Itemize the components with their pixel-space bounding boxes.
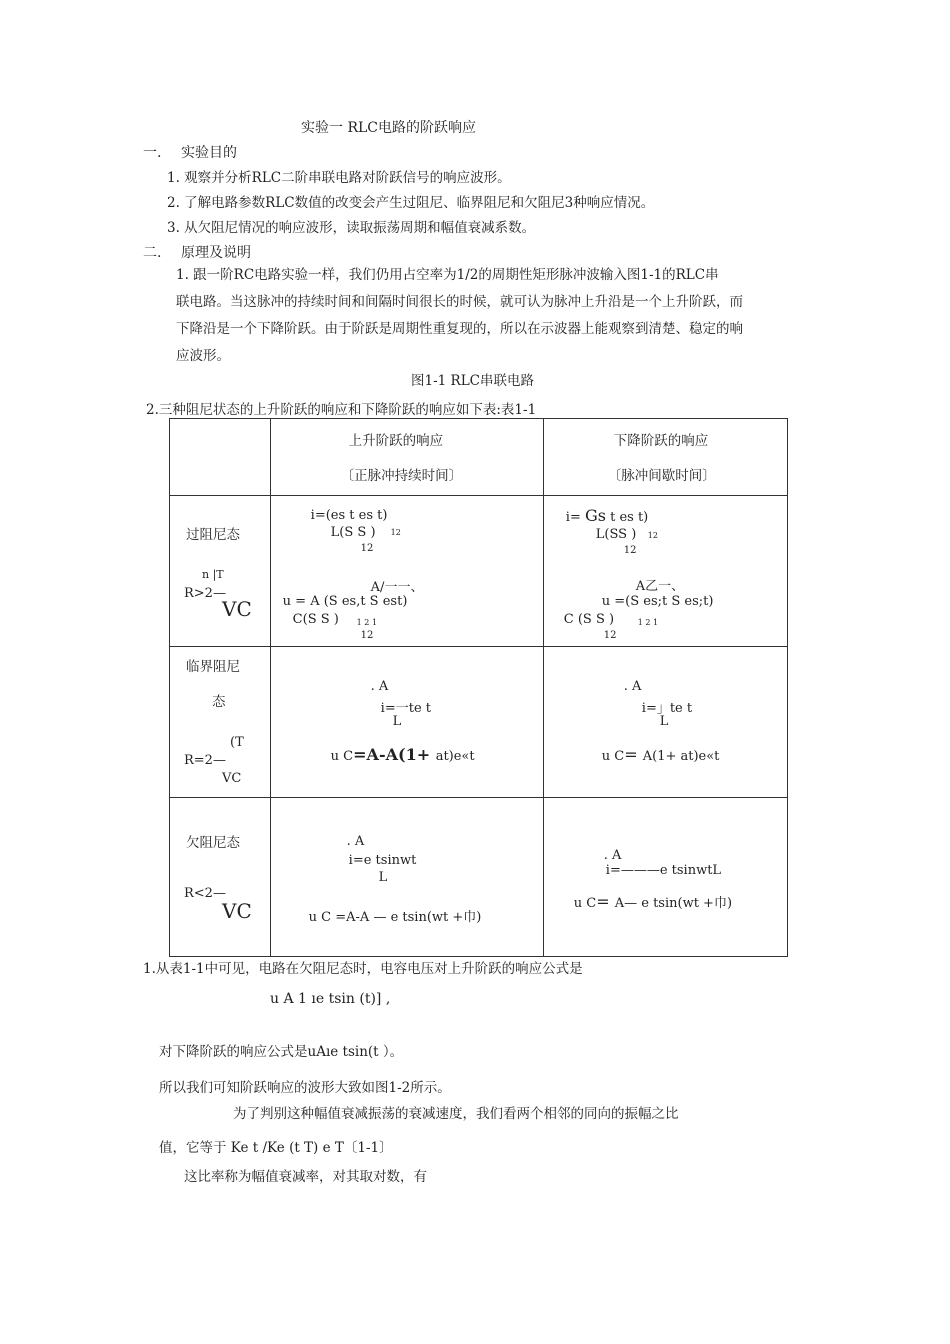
- formula-part: Gs: [584, 506, 606, 525]
- critical-condition-top: (T: [230, 735, 244, 750]
- critical-label: 临界阻尼: [186, 659, 240, 675]
- critical-condition-sqrt: VC: [222, 771, 242, 786]
- principle-paragraph: [176, 262, 816, 370]
- formula-subscript: 12: [647, 531, 658, 540]
- figure-caption: 图1-1 RLC串联电路: [411, 373, 534, 389]
- formula-current: i=———e tsinwtL: [605, 863, 722, 878]
- header-empty-cell: [170, 419, 271, 496]
- analysis-line: 这比率称为幅值衰减率，对其取对数，有: [184, 1169, 427, 1185]
- overdamped-condition-top: n |T: [202, 568, 224, 581]
- formula-part: A(1+ at)e«t: [642, 749, 720, 764]
- formula-part: i=: [565, 510, 585, 525]
- formula-line: u A 1 ıe tsin (t)] ,: [270, 991, 391, 1007]
- formula-voltage: u C =A-A — e tsin(wt +巾): [308, 910, 482, 925]
- overdamped-condition: R>2—: [184, 586, 226, 601]
- formula-current: i=」te t: [641, 701, 693, 716]
- response-table: [169, 418, 788, 957]
- formula-numerator: A乙一、: [635, 579, 685, 594]
- section1-heading: 实验目的: [181, 145, 237, 161]
- formula-current: i=e tsinwt: [348, 853, 417, 868]
- formula-numerator: . A: [623, 679, 642, 694]
- overdamped-label-cell: [170, 496, 271, 647]
- formula-subscript: 12: [360, 543, 374, 554]
- formula-part: u C: [601, 749, 625, 764]
- formula-numerator: A/一一、: [370, 580, 424, 595]
- critical-label-cont: 态: [212, 694, 226, 710]
- analysis-line: 1.从表1-1中可见，电路在欠阻尼态时，电容电压对上升阶跃的响应公式是: [143, 961, 583, 977]
- formula-numerator: . A: [603, 848, 622, 863]
- formula-voltage: u =(S es;t S es;t): [601, 594, 714, 609]
- formula-part: at)e«t: [435, 749, 475, 764]
- section2-number: 二.: [143, 245, 162, 261]
- header-rising-cell: [270, 419, 543, 496]
- critical-label-cell: [170, 647, 271, 798]
- paragraph-line: 联电路。当这脉冲的持续时间和间隔时间很长的时候，就可认为脉冲上升沿是一个上升阶跃，而: [176, 294, 743, 310]
- formula-subscript: 12: [390, 528, 401, 537]
- formula-denominator: L: [378, 870, 388, 885]
- critical-falling-cell: [543, 647, 787, 798]
- overdamped-falling-cell: [543, 496, 787, 647]
- overdamped-label: 过阻尼态: [186, 527, 240, 543]
- formula-part: =: [624, 745, 643, 764]
- formula-numerator: . A: [370, 679, 389, 694]
- formula-part: =: [596, 892, 615, 911]
- analysis-line: 为了判别这种幅值衰减振荡的衰减速度，我们看两个相邻的同向的振幅之比: [233, 1106, 679, 1122]
- overdamped-rising-cell: [270, 496, 543, 647]
- underdamped-falling-cell: [543, 798, 787, 957]
- goal-item: 1. 观察并分析RLC二阶串联电路对阶跃信号的响应波形。: [167, 170, 511, 186]
- critical-rising-cell: [270, 647, 543, 798]
- formula-subscript: 12: [360, 630, 374, 641]
- analysis-line: 所以我们可知阶跃响应的波形大致如图1-2所示。: [159, 1080, 451, 1096]
- paragraph-line: 1. 跟一阶RC电路实验一样，我们仍用占空率为1/2的周期性矩形脉冲波输入图1-1的RLC串: [176, 267, 719, 283]
- formula-part: t es t): [605, 510, 649, 525]
- section1-number: 一.: [143, 145, 162, 161]
- underdamped-label-cell: [170, 798, 271, 957]
- rising-header: 上升阶跃的响应: [348, 433, 444, 449]
- section2-heading: 原理及说明: [181, 245, 251, 261]
- formula-current: i=一te t: [380, 701, 431, 716]
- formula-part: A— e tsin(wt +巾): [614, 896, 733, 911]
- paragraph-line: 下降沿是一个下降阶跃。由于阶跃是周期性重复现的，所以在示波器上能观察到清楚、稳定的响: [176, 321, 743, 337]
- formula-part: u C: [573, 896, 597, 911]
- formula-voltage: [602, 745, 720, 764]
- page-title: 实验一 RLC电路的阶跃响应: [301, 120, 476, 136]
- overdamped-condition-sqrt: VC: [222, 597, 252, 621]
- analysis-line: 值，它等于 Ke t /Ke (t T) e T〔1-1〕: [159, 1140, 393, 1156]
- formula-current: i=(es t es t): [310, 508, 388, 523]
- formula-denominator: L(SS ): [595, 527, 637, 542]
- paragraph-line: 应波形。: [176, 348, 230, 364]
- formula-part: u C: [330, 749, 354, 764]
- formula-denominator: L: [659, 714, 669, 729]
- underdamped-label: 欠阻尼态: [186, 835, 240, 851]
- formula-voltage: u = A (S es,t S est): [282, 594, 408, 609]
- goal-item: 3. 从欠阻尼情况的响应波形，读取振荡周期和幅值衰减系数。: [167, 220, 536, 236]
- formula-subscript: 12: [623, 545, 637, 556]
- table-intro: 2.三种阻尼状态的上升阶跃的响应和下降阶跃的响应如下表:表1-1: [146, 402, 537, 418]
- falling-header: 下降阶跃的响应: [613, 433, 709, 449]
- formula-denominator: L: [392, 714, 402, 729]
- rising-subheader: 〔正脉冲持续时间〕: [340, 468, 463, 484]
- analysis-line: 对下降阶跃的响应公式是uAıe tsin(t ）。: [159, 1044, 404, 1060]
- formula-subscript: 1 2 1: [356, 618, 378, 627]
- formula-voltage: [331, 745, 475, 764]
- underdamped-rising-cell: [270, 798, 543, 957]
- falling-subheader: 〔脉冲间歇时间〕: [607, 468, 716, 484]
- header-falling-cell: [543, 419, 787, 496]
- formula-voltage: [574, 892, 732, 911]
- underdamped-condition: R<2—: [184, 886, 226, 901]
- formula-denominator: C (S S ): [563, 612, 615, 627]
- formula-subscript: 12: [603, 630, 617, 641]
- formula-part: =A-A(1+: [353, 745, 436, 764]
- formula-denominator: L(S S ): [330, 525, 376, 540]
- underdamped-condition-sqrt: VC: [222, 899, 252, 923]
- formula-numerator: . A: [346, 834, 365, 849]
- formula-current: [566, 506, 648, 525]
- critical-condition: R=2—: [184, 753, 226, 768]
- formula-subscript: 1 2 1: [637, 618, 659, 627]
- goal-item: 2. 了解电路参数RLC数值的改变会产生过阻尼、临界阻尼和欠阻尼3种响应情况。: [167, 195, 655, 211]
- formula-denominator: C(S S ): [292, 612, 339, 627]
